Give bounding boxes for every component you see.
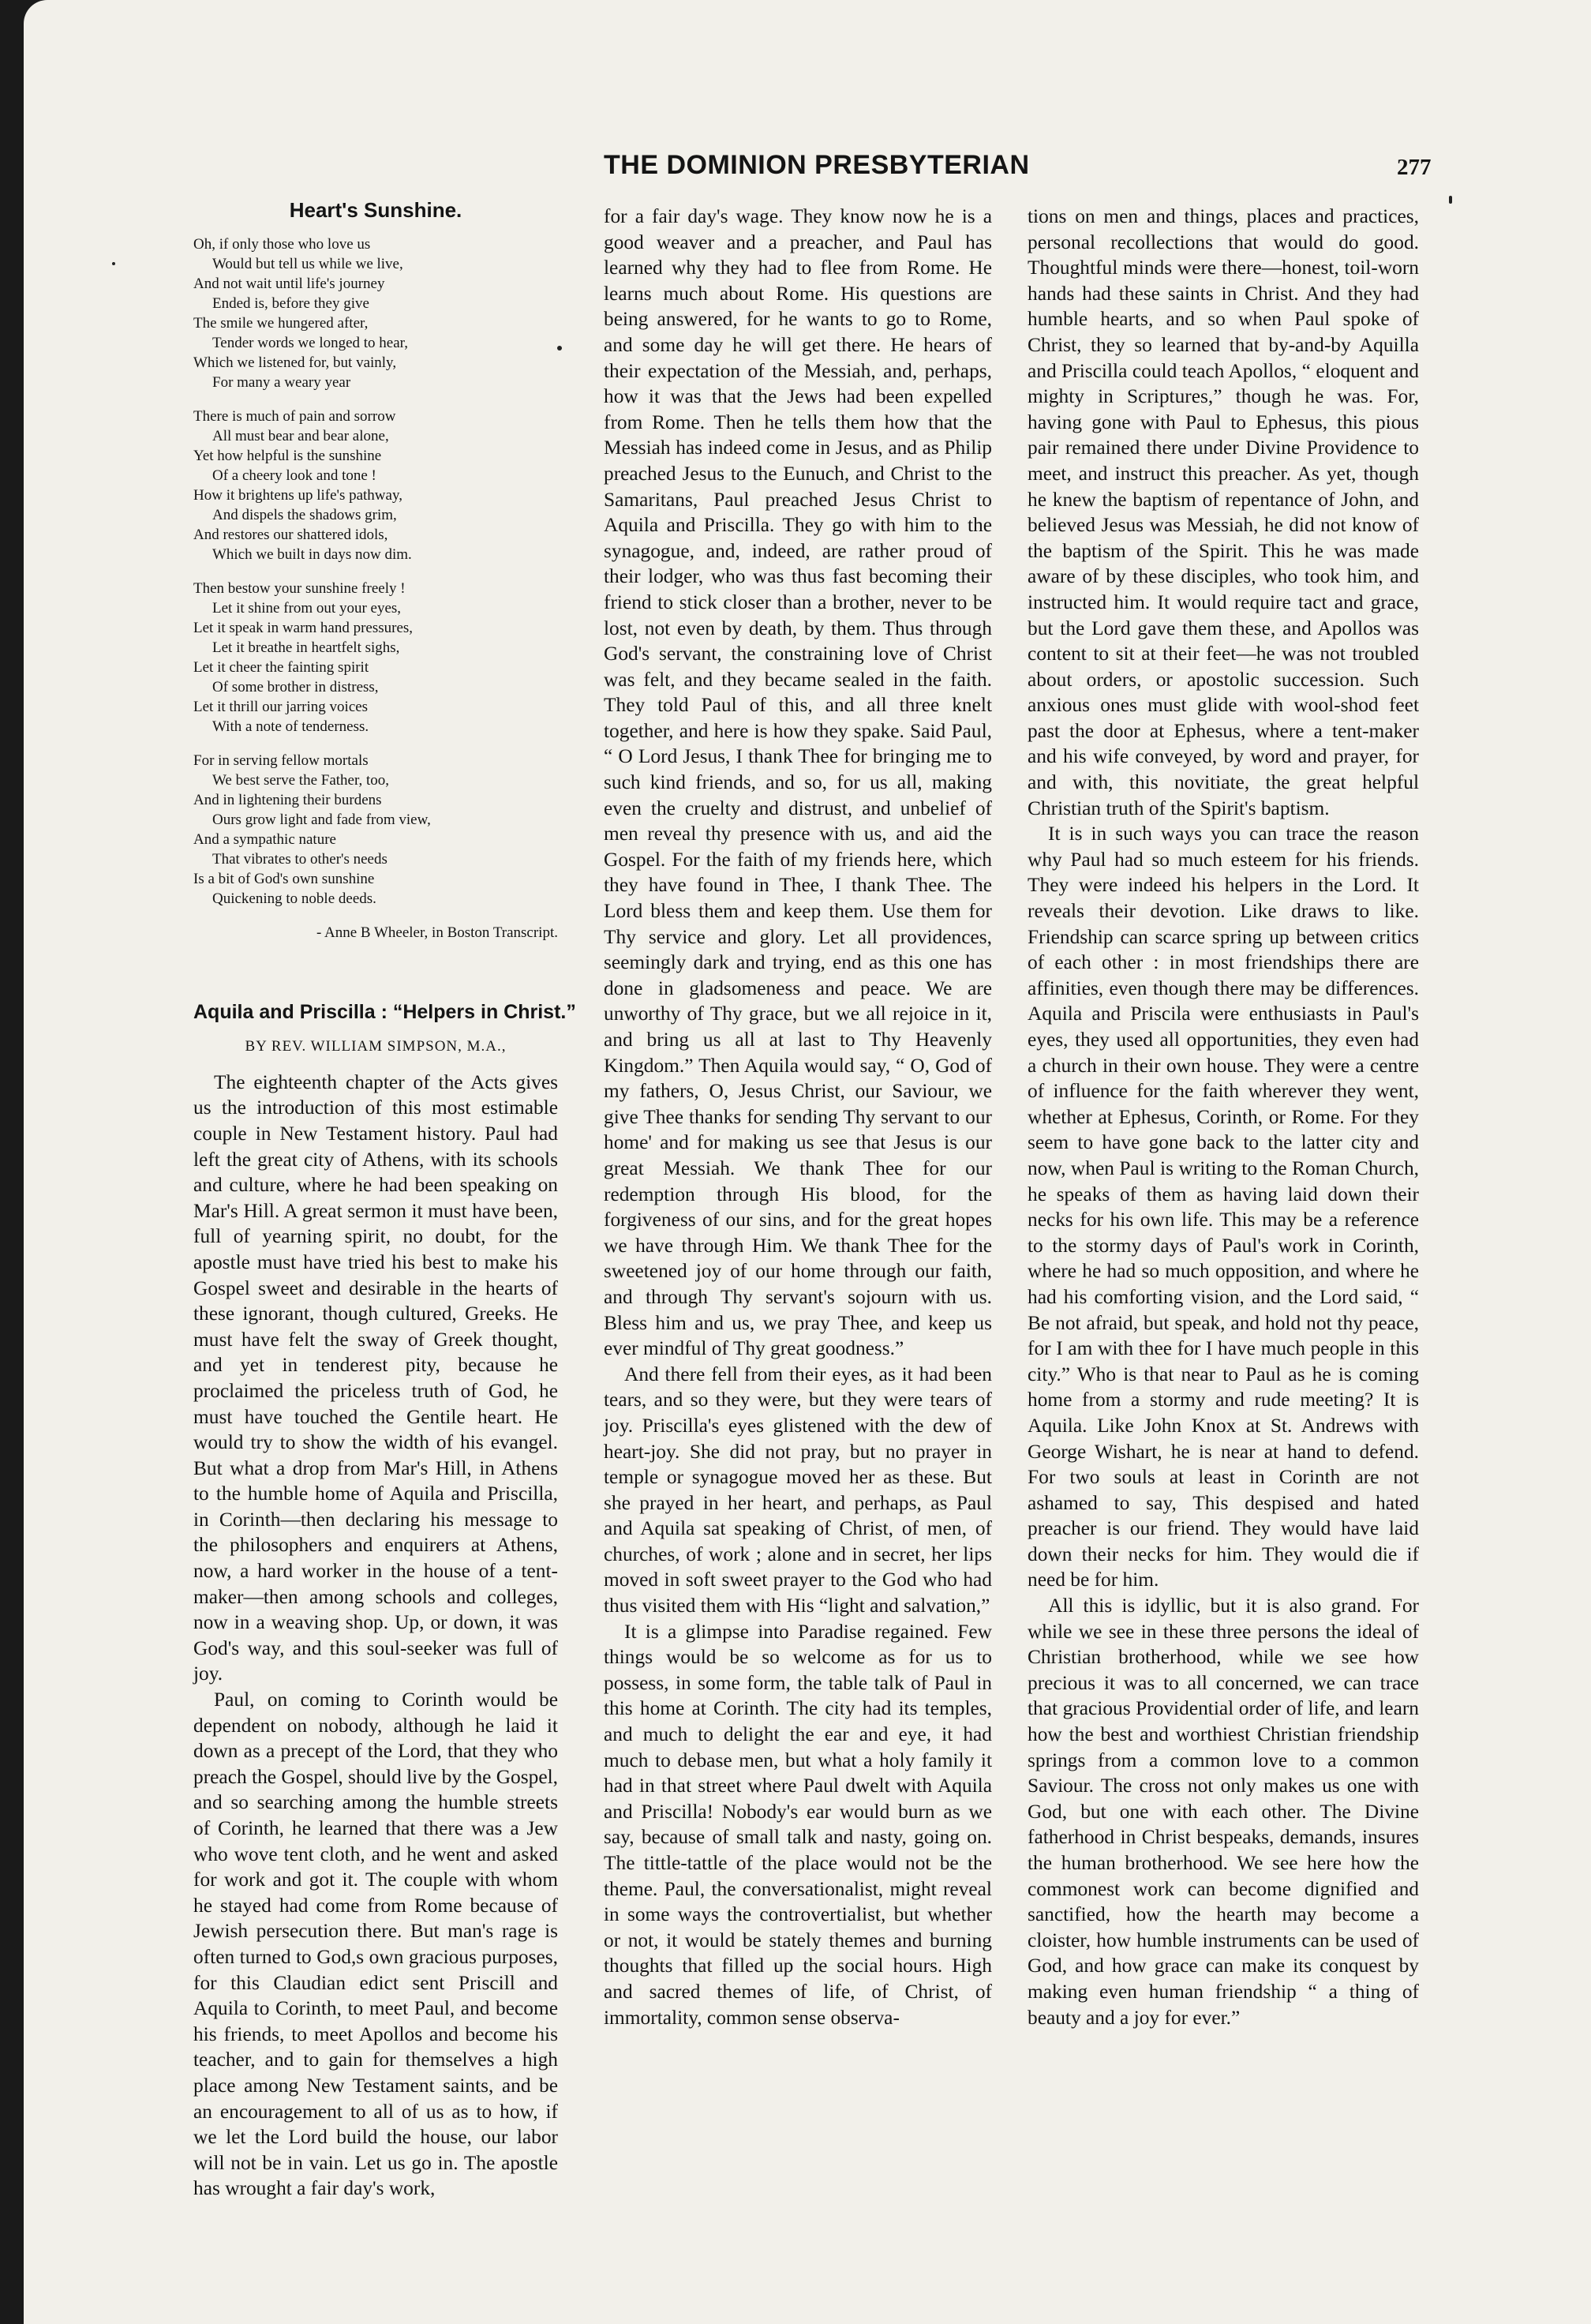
poem-attribution: - Anne B Wheeler, in Boston Transcript. — [316, 924, 558, 941]
column-3 — [1028, 204, 1419, 2030]
poem-line: We best serve the Father, too, — [212, 771, 390, 789]
poem-line: There is much of pain and sorrow — [193, 407, 396, 425]
poem-line: Would but tell us while we live, — [212, 255, 403, 272]
poem-line: With a note of tenderness. — [212, 718, 369, 735]
article-byline: BY REV. WILLIAM SIMPSON, M.A., — [245, 1038, 507, 1055]
article-paragraph: for a fair day's wage. They know now he is a good weaver and a preacher, and Paul has learned why they had to flee from Rome. He learns much about Rome. His questions are being answered, for he wants to go to Rome, and some day he will get there. He hears of their expectation of the Messiah, and, perhaps, how it was that the Jews had been expelled from Rome. Then he tells them how that the Messiah has indeed come in Jesus, and as Philip preached Jesus to the Eunuch, and Christ to the Samaritans, Paul preached Jesus Christ to Aquila and Priscilla. They go with him to the synagogue, and, indeed, are rather proud of their lodger, who was thus fast becoming their friend to stick closer than a brother, never to be lost, not even by death, by them. Thus through God's servant, the constraining love of Christ was felt, and they became sealed in the faith. They told Paul of this, and all three knelt together, and here is how they spake. Said Paul, “ O Lord Jesus, I thank Thee for bringing me to such kind friends, and so, for us all, making even the cruelty and distrust, and unbelief of men reveal thy presence with us, and aid the Gospel. For the faith of my friends here, which they have found in Thee, I thank Thee. The Lord bless them and keep them. Use them for Thy service and glory. Let all providences, seemingly dark and trying, end as this one has done in gladsomeness and peace. We are unworthy of Thy grace, but we all rejoice in it, and bring us all at last to Thy Heavenly Kingdom.” Then Aquila would say, “ O, God of my fathers, O, Jesus Christ, our Saviour, we give Thee thanks for sending Thy servant to our home' and for making us see that Jesus is our great Messiah. We thank Thee for our redemption through His blood, for the forgiveness of our sins, and for the great hopes we have through Him. We thank Thee for the sweetened joy of our home through our faith, and through Thy servant's sojourn with us. Bless him and us, we pray Thee, and keep us ever mindful of Thy great goodness.” — [604, 205, 992, 1360]
poem-line: How it brightens up life's pathway, — [193, 486, 402, 504]
poem-line: The smile we hungered after, — [193, 314, 369, 332]
article-paragraph: tions on men and things, places and practices, personal recollections that would do good. Thoughtful minds were there—honest, toil-worn hands had these saints in Christ. And they had humble hearts, and so when Paul spoke of Christ, they so learned that by-and-by Aquilla and Priscilla could teach Apollos, “ eloquent and mighty in Scriptures,” though he was. For, having gone with Paul to Ephesus, this pious pair remained there under Divine Providence to meet, and instruct this preacher. As yet, though he knew the baptism of repentance of John, and believed Jesus was Messiah, he did not know of the baptism of the Spirit. This he was made aware of by these disciples, who took him, and instructed him. It would require tact and grace, but the Lord gave them these, and Apollos was content to sit at their feet—he was not troubled about orders, or apostolic succession. Such anxious ones must glide with wool-shod feet past the door at Ephesus, where a tent-maker and his wife conveyed, by word and prayer, for and with, this novitiate, the great helpful Christian truth of the Spirit's baptism. — [1028, 205, 1419, 819]
poem-line: Quickening to noble deeds. — [212, 890, 376, 907]
poem-line: And not wait until life's journey — [193, 275, 385, 292]
poem-title: Heart's Sunshine. — [289, 198, 462, 222]
newspaper-page — [24, 0, 1591, 2324]
poem-line: Is a bit of God's own sunshine — [193, 870, 375, 887]
masthead-title: THE DOMINION PRESBYTERIAN — [604, 150, 1030, 180]
article-paragraph: The eighteenth chapter of the Acts gives us the introduction of this most estimable couple in New Testament history. Paul had left the great city of Athens, with its schools and culture, where he had been speaking on Mar's Hill. A great sermon it must have been, full of yearning spirit, no doubt, for the apostle must have tried his best to make his Gospel sweet and desirable in the hearts of these ignorant, though cultured, Greeks. He must have felt the sway of Greek thought, and yet in tenderest pity, because he proclaimed the priceless truth of God, he must have touched the Gentile heart. He would try to show the width of his evangel. But what a drop from Mar's Hill, in Athens to the humble home of Aquila and Priscilla, in Corinth—then declaring his message to the philosophers and enquirers at Athens, now, a hard worker in the house of a tent-maker—then among schools and colleges, now in a weaving shop. Up, or down, it was God's way, and this soul-seeker was full of joy. — [193, 1070, 558, 1685]
print-speck — [112, 262, 115, 265]
poem-line: And restores our shattered idols, — [193, 526, 388, 543]
poem-line: Let it shine from out your eyes, — [212, 599, 402, 617]
poem-line: That vibrates to other's needs — [212, 850, 387, 868]
article-paragraph: It is a glimpse into Paradise regained. Few things would be so welcome as for us to possess, in some form, the table talk of Paul in this home at Corinth. The city had its temples, and much to delight the ear and eye, it had much to debase men, but what a holy family it had in that street where Paul dwelt with Aquila and Priscilla! Nobody's ear would burn as we say, because of small talk and nasty, going on. The tittle-tattle of the place would not be the theme. Paul, the conversationalist, might reveal in some ways the controvertialist, but whether or not, it would be stately themes and burning thoughts that filled up the social hours. High and sacred themes of life, of Christ, of immortality, common sense observa- — [604, 1620, 992, 2029]
poem-line: Let it thrill our jarring voices — [193, 698, 369, 715]
poem-line: Let it cheer the fainting spirit — [193, 658, 369, 676]
poem-stanza — [193, 579, 558, 737]
article-paragraph: It is in such ways you can trace the reason why Paul had so much esteem for his friends. They were indeed his helpers in the Lord. It reveals their devotion. Like draws to like. Friendship can scarce spring up between critics of each other : in most friendships there are affinities, even though there may be differences. Aquila and Priscila were enthusiasts in Paul's eyes, they used all opportunities, they even had a church in their own house. They were a centre of influence for the faith wherever they went, whether at Ephesus, Corinth, or Rome. For they seem to have gone back to the latter city and now, when Paul is writing to the Roman Church, he speaks of them as having laid down their necks for his own life. This may be a reference to the stormy days of Paul's work in Corinth, where he had so much opposition, and where he had his comforting vision, and the Lord said, “ Be not afraid, but speak, and hold not thy peace, for I am with thee for I have much people in this city.” Who is that near to Paul as he is coming home from a stormy and rude meeting? It is Aquila. Like John Knox at St. Andrews with George Wishart, he is near at hand to defend. For two souls at least in Corinth are not ashamed to say, This despised and hated preacher is our friend. They would have laid down their necks for him. They would die if need be for him. — [1028, 823, 1419, 1591]
poem-line: And dispels the shadows grim, — [212, 506, 397, 523]
poem-line: Let it breathe in heartfelt sighs, — [212, 639, 400, 656]
poem-line: Let it speak in warm hand pressures, — [193, 619, 414, 636]
poem-line: And a sympathic nature — [193, 830, 336, 848]
print-speck — [557, 346, 562, 350]
column-2 — [604, 204, 992, 2030]
page-number: 277 — [1397, 155, 1432, 180]
poem-stanza — [193, 407, 558, 564]
poem-line: Which we listened for, but vainly, — [193, 354, 397, 371]
print-speck — [1449, 196, 1452, 204]
poem-line: Then bestow your sunshine freely ! — [193, 579, 406, 597]
poem-line: Ended is, before they give — [212, 294, 369, 312]
poem-stanza — [193, 234, 558, 392]
poem-line: Which we built in days now dim. — [212, 545, 412, 563]
poem-line: Yet how helpful is the sunshine — [193, 447, 382, 464]
poem-stanza — [193, 751, 558, 909]
poem-line: And in lightening their burdens — [193, 791, 382, 808]
poem-line: For many a weary year — [212, 373, 351, 391]
poem-line: Of a cheery look and tone ! — [212, 467, 376, 484]
article-paragraph: All this is idyllic, but it is also grand. For while we see in these three persons the ideal of Christian brotherhood, while we see how precious it was to all concerned, we can trace that gracious Providential order of life, and learn how the best and worthiest Christian friendship springs from a common love to a common Saviour. The cross not only makes us one with God, but one with each other. The Divine fatherhood in Christ bespeaks, demands, insures the human brotherhood. We see here how the commonest work can become dignified and sanctified, how the hearth may become a cloister, how humble instruments can be used of God, and how grace can make its conquest by making even human friendship “ a thing of beauty and a joy for ever.” — [1028, 1595, 1419, 2029]
column-1 — [193, 197, 576, 2202]
article-paragraph: Paul, on coming to Corinth would be dependent on nobody, although he laid it down as a precept of the Lord, that they who preach the Gospel, should live by the Gospel, and so searching among the humble streets of Corinth, he learned that there was a Jew who wove tent cloth, and he went and asked for work and got it. The couple with whom he stayed had come from Rome because of Jewish persecution there. But man's rage is often turned to God,s own gracious purposes, for this Claudian edict sent Priscill and Aquila to Corinth, to meet Paul, and become his friends, to meet Apollos and become his teacher, and to gain for themselves a high place among New Testament saints, and be an encouragement to all of us as to how, if we let the Lord build the house, our labor will not be in vain. Let us go in. The apostle has wrought a fair day's work, — [193, 1689, 558, 2200]
poem-line: Of some brother in distress, — [212, 678, 379, 695]
article-paragraph: And there fell from their eyes, as it had been tears, and so they were, but they were tears of joy. Priscilla's eyes glistened with the dew of heart-joy. She did not pray, but no prayer in temple or synagogue moved her as these. But she prayed in her heart, and perhaps, as Paul and Aquila sat speaking of Christ, of men, of churches, of work ; alone and in secret, her lips moved in soft sweet prayer to the God who had thus visited them with His “light and salvation,” — [604, 1363, 992, 1617]
poem-line: Ours grow light and fade from view, — [212, 811, 431, 828]
poem-body — [193, 234, 558, 943]
poem-line: Oh, if only those who love us — [193, 235, 371, 253]
poem-line: For in serving fellow mortals — [193, 752, 369, 769]
poem-line: All must bear and bear alone, — [212, 427, 389, 444]
article-title: Aquila and Priscilla : “Helpers in Christ.” — [193, 1000, 576, 1023]
poem-line: Tender words we longed to hear, — [212, 334, 408, 351]
